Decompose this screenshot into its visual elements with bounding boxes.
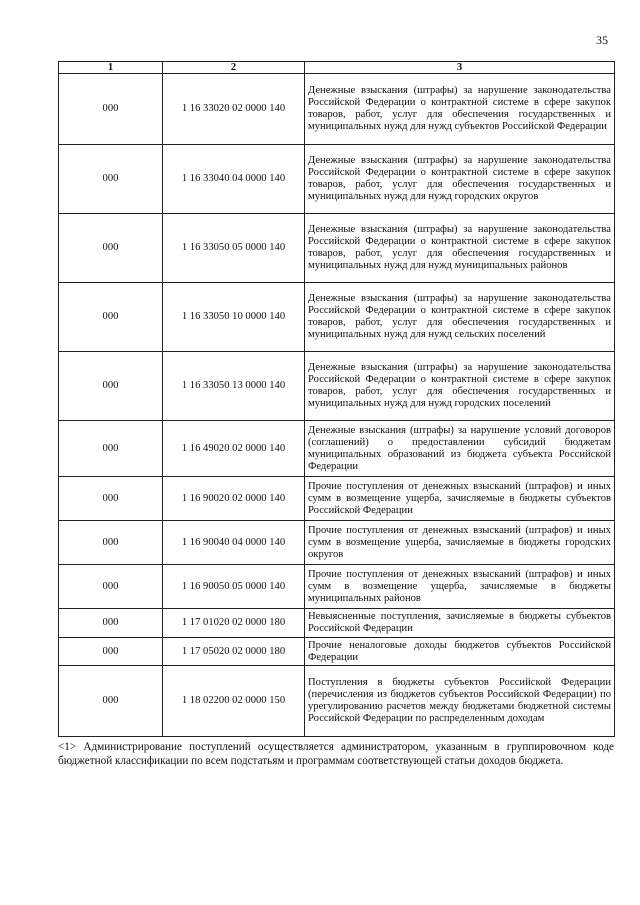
footnote: <1> Администрирование поступлений осуществляется администратором, указанным в группировочном коде бюджетной классификации по всем подстатьям и программам соответствующей статьи доходов бюджета. <box>58 741 614 767</box>
budget-code-cell: 1 16 33040 04 0000 140 <box>163 145 305 214</box>
admin-code-cell: 000 <box>59 74 163 145</box>
budget-code-cell: 1 16 33050 05 0000 140 <box>163 214 305 283</box>
table-row <box>59 74 615 145</box>
description-cell: Невыясненные поступления, зачисляемые в бюджеты субъектов Российской Федерации <box>305 609 615 638</box>
admin-code-cell: 000 <box>59 521 163 565</box>
description-cell: Денежные взыскания (штрафы) за нарушение законодательства Российской Федерации о контрактной системе в сфере закупок товаров, работ, услуг для обеспечения государственных и муниципальных нужд для нужд городских поселений <box>305 352 615 421</box>
budget-code-cell: 1 17 01020 02 0000 180 <box>163 609 305 638</box>
budget-code-cell: 1 16 33050 10 0000 140 <box>163 283 305 352</box>
description-cell: Денежные взыскания (штрафы) за нарушение условий договоров (соглашений) о предоставлении субсидий бюджетам муниципальных образований из бюджета субъекта Российской Федерации <box>305 421 615 477</box>
table-row <box>59 283 615 352</box>
description-cell: Прочие поступления от денежных взысканий (штрафов) и иных сумм в возмещение ущерба, зачисляемые в бюджеты субъектов Российской Федерации <box>305 477 615 521</box>
admin-code-cell: 000 <box>59 352 163 421</box>
table-row <box>59 666 615 737</box>
budget-code-cell: 1 17 05020 02 0000 180 <box>163 638 305 666</box>
admin-code-cell: 000 <box>59 565 163 609</box>
description-cell: Денежные взыскания (штрафы) за нарушение законодательства Российской Федерации о контрактной системе в сфере закупок товаров, работ, услуг для обеспечения государственных и муниципальных нужд для нужд городских округов <box>305 145 615 214</box>
column-header-1: 1 <box>59 62 163 74</box>
admin-code-cell: 000 <box>59 666 163 737</box>
table-header-row <box>59 62 615 74</box>
admin-code-cell: 000 <box>59 638 163 666</box>
budget-code-cell: 1 16 90050 05 0000 140 <box>163 565 305 609</box>
admin-code-cell: 000 <box>59 477 163 521</box>
description-cell: Прочие неналоговые доходы бюджетов субъектов Российской Федерации <box>305 638 615 666</box>
admin-code-cell: 000 <box>59 609 163 638</box>
description-cell: Денежные взыскания (штрафы) за нарушение законодательства Российской Федерации о контрактной системе в сфере закупок товаров, работ, услуг для обеспечения государственных и муниципальных нужд для нужд сельских поселений <box>305 283 615 352</box>
admin-code-cell: 000 <box>59 421 163 477</box>
table-row <box>59 145 615 214</box>
admin-code-cell: 000 <box>59 283 163 352</box>
description-cell: Прочие поступления от денежных взысканий (штрафов) и иных сумм в возмещение ущерба, зачисляемые в бюджеты муниципальных районов <box>305 565 615 609</box>
description-cell: Прочие поступления от денежных взысканий (штрафов) и иных сумм в возмещение ущерба, зачисляемые в бюджеты городских округов <box>305 521 615 565</box>
budget-code-cell: 1 16 90020 02 0000 140 <box>163 477 305 521</box>
table-row <box>59 638 615 666</box>
budget-code-cell: 1 18 02200 02 0000 150 <box>163 666 305 737</box>
budget-code-cell: 1 16 33020 02 0000 140 <box>163 74 305 145</box>
page-number: 35 <box>596 33 608 47</box>
description-cell: Поступления в бюджеты субъектов Российской Федерации (перечисления из бюджетов субъектов Российской Федерации) по урегулированию расчетов между бюджетами бюджетной системы Российской Федерации по распределенным доходам <box>305 666 615 737</box>
budget-code-cell: 1 16 90040 04 0000 140 <box>163 521 305 565</box>
budget-code-cell: 1 16 49020 02 0000 140 <box>163 421 305 477</box>
admin-code-cell: 000 <box>59 214 163 283</box>
description-cell: Денежные взыскания (штрафы) за нарушение законодательства Российской Федерации о контрактной системе в сфере закупок товаров, работ, услуг для обеспечения государственных и муниципальных нужд для нужд муниципальных районов <box>305 214 615 283</box>
column-header-3: 3 <box>305 62 615 74</box>
budget-code-cell: 1 16 33050 13 0000 140 <box>163 352 305 421</box>
table-row <box>59 565 615 609</box>
table-row <box>59 352 615 421</box>
table-row <box>59 609 615 638</box>
table-row <box>59 214 615 283</box>
table-row <box>59 521 615 565</box>
table-row <box>59 477 615 521</box>
column-header-2: 2 <box>163 62 305 74</box>
table-row <box>59 421 615 477</box>
description-cell: Денежные взыскания (штрафы) за нарушение законодательства Российской Федерации о контрактной системе в сфере закупок товаров, работ, услуг для обеспечения государственных и муниципальных нужд для нужд субъектов Российской Федерации <box>305 74 615 145</box>
admin-code-cell: 000 <box>59 145 163 214</box>
budget-codes-table <box>58 61 615 737</box>
